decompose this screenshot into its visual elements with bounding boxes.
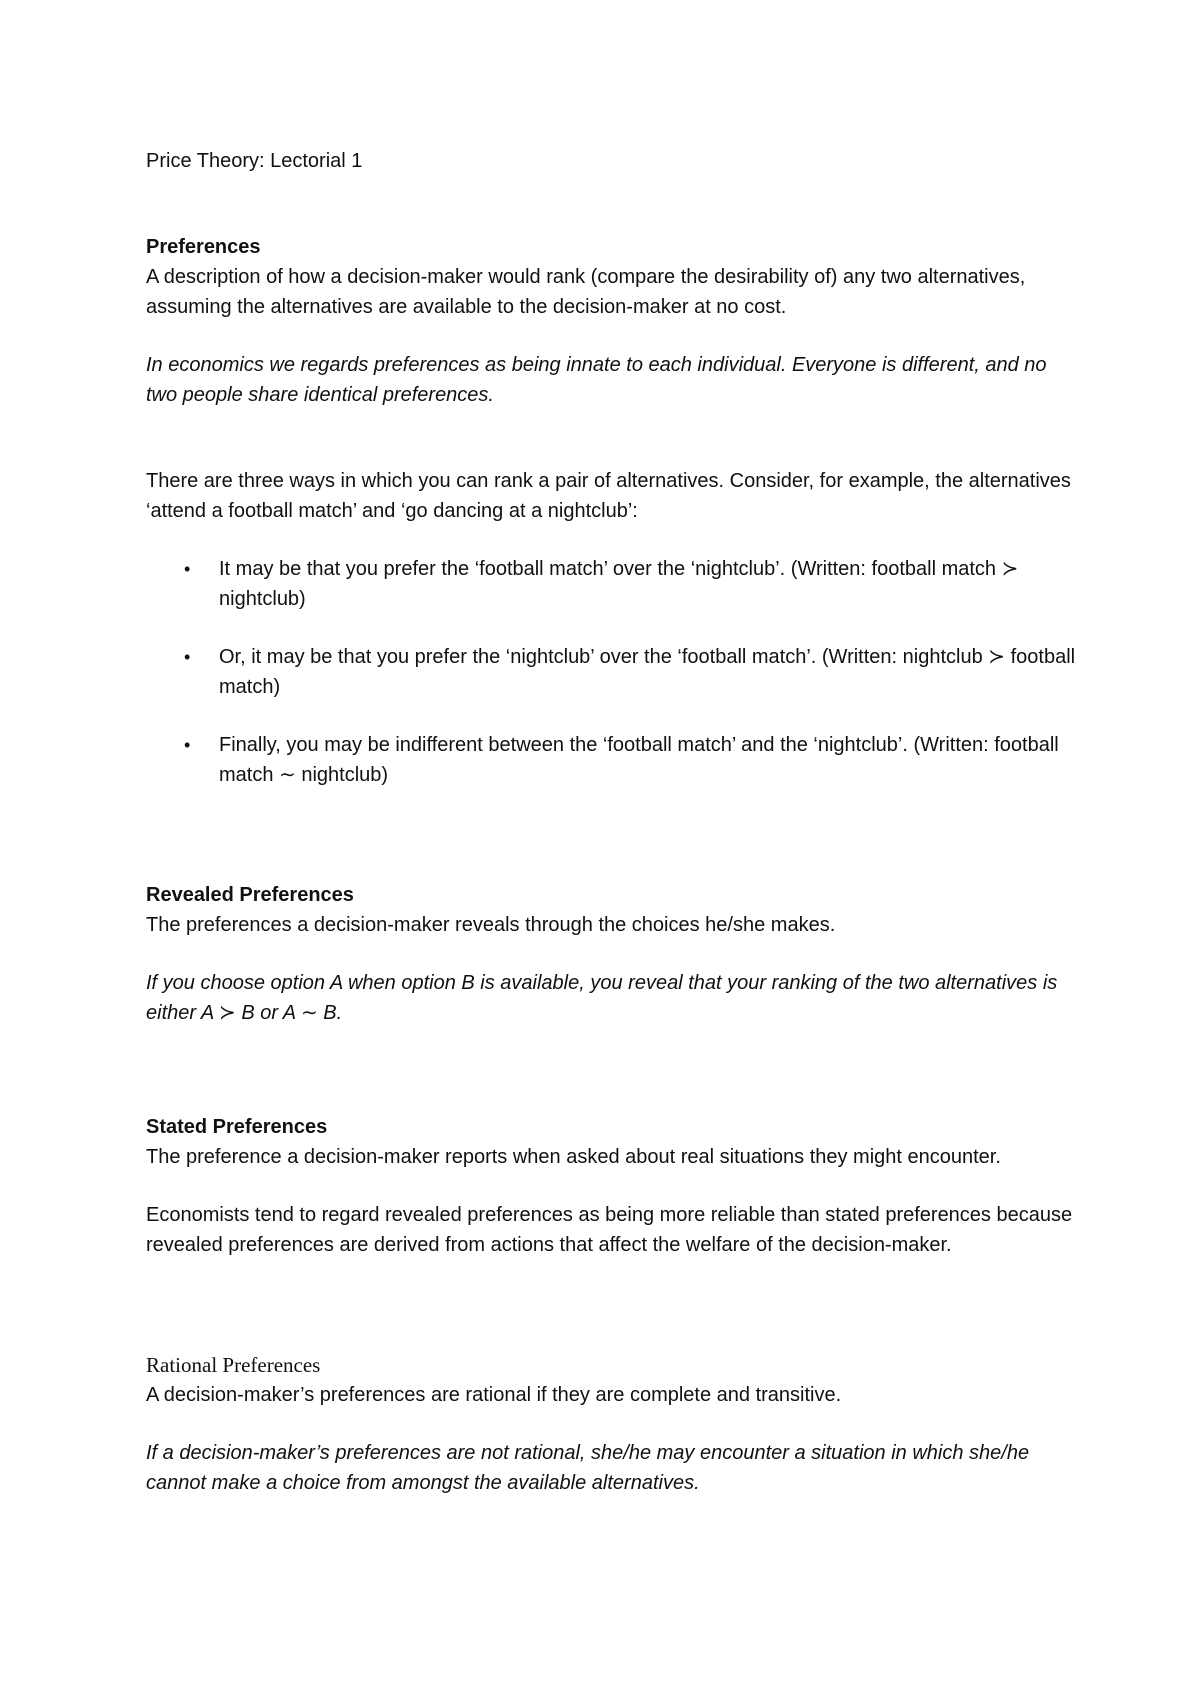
- section-heading: Revealed Preferences: [146, 884, 354, 906]
- spacer: [146, 1410, 1076, 1438]
- bullet-list: [146, 554, 1076, 790]
- intro-text: There are three ways in which you can rank a pair of alternatives. Consider, for example, the alternatives ‘attend a football match’ and ‘go dancing at a nightclub’:: [146, 470, 1071, 522]
- document-title: Price Theory: Lectorial 1: [146, 150, 363, 172]
- note-text: If a decision-maker’s preferences are not rational, she/he may encounter a situation in which she/he cannot make a choice from amongst the available alternatives.: [146, 1442, 1030, 1494]
- list-item: [146, 554, 1076, 614]
- spacer: [146, 1028, 1076, 1112]
- bullet-icon: •: [184, 559, 191, 579]
- definition-text: A decision-maker’s preferences are rational if they are complete and transitive.: [146, 1384, 842, 1406]
- section-preferences: [146, 232, 1076, 790]
- spacer: [146, 526, 1076, 554]
- body-paragraph: Economists tend to regard revealed preferences as being more reliable than stated preferences because revealed preferences are derived from actions that affect the welfare of the decision-maker.: [146, 1204, 1073, 1256]
- bullet-icon: •: [184, 647, 191, 667]
- list-item: [146, 642, 1076, 702]
- bullet-icon: •: [184, 735, 191, 755]
- section-heading: Rational Preferences: [146, 1353, 321, 1377]
- section-rational-preferences: [146, 1350, 1076, 1498]
- spacer: [146, 322, 1076, 350]
- definition-text: The preferences a decision-maker reveals through the choices he/she makes.: [146, 914, 836, 936]
- spacer: [146, 790, 1076, 880]
- definition-text: A description of how a decision-maker would rank (compare the desirability of) any two alternatives, assuming the alternatives are available to the decision-maker at no cost.: [146, 266, 1026, 318]
- document-page: [146, 146, 1076, 1498]
- spacer: [146, 1172, 1076, 1200]
- section-heading: Preferences: [146, 236, 261, 258]
- spacer: [146, 940, 1076, 968]
- bullet-text: Finally, you may be indifferent between the ‘football match’ and the ‘nightclub’. (Written: football match ∼ nightclub): [219, 734, 1059, 786]
- spacer: [146, 410, 1076, 466]
- section-stated-preferences: [146, 1112, 1076, 1260]
- spacer: [146, 1260, 1076, 1350]
- note-text: In economics we regards preferences as being innate to each individual. Everyone is different, and no two people share identical preferences.: [146, 354, 1047, 406]
- spacer: [146, 176, 1076, 232]
- section-heading: Stated Preferences: [146, 1116, 328, 1138]
- list-item: [146, 730, 1076, 790]
- note-text: If you choose option A when option B is available, you reveal that your ranking of the two alternatives is either A ≻ B or A ∼ B.: [146, 972, 1058, 1024]
- bullet-text: Or, it may be that you prefer the ‘nightclub’ over the ‘football match’. (Written: nightclub ≻ football match): [219, 646, 1076, 698]
- definition-text: The preference a decision-maker reports when asked about real situations they might encounter.: [146, 1146, 1001, 1168]
- section-revealed-preferences: [146, 880, 1076, 1028]
- bullet-text: It may be that you prefer the ‘football match’ over the ‘nightclub’. (Written: football match ≻ nightclub): [219, 558, 1019, 610]
